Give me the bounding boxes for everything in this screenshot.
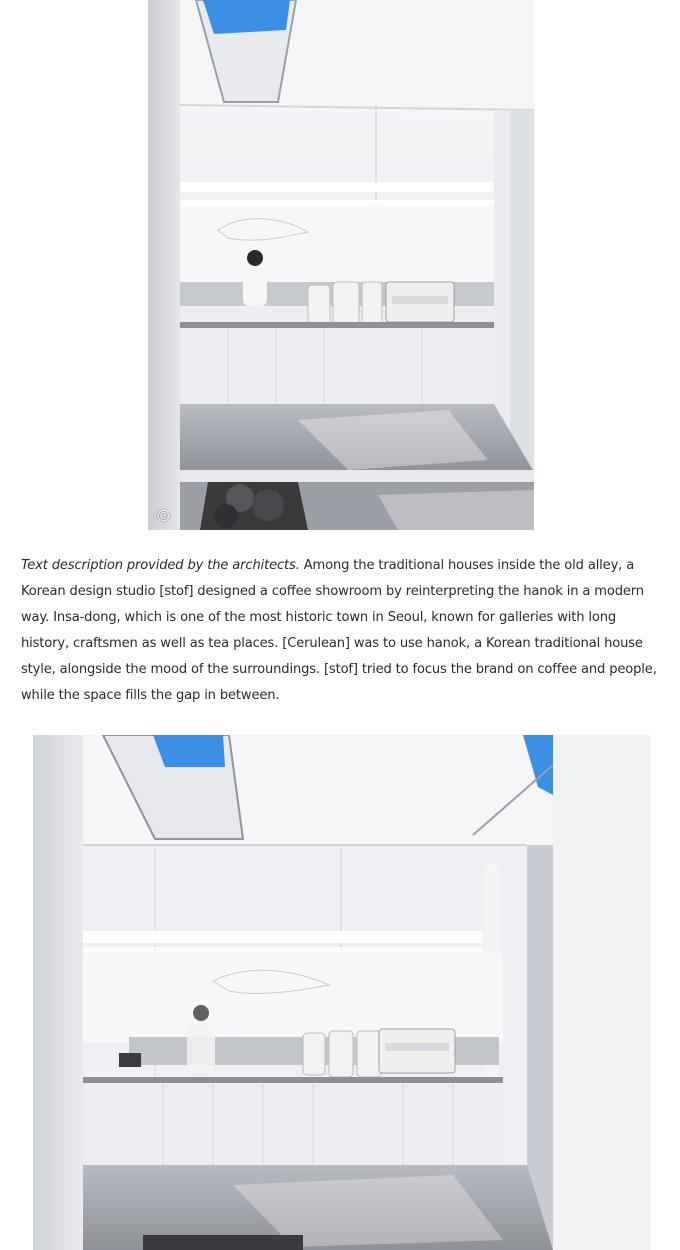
article-photo-2[interactable]	[33, 735, 650, 1250]
article-photo-1[interactable]	[148, 0, 534, 530]
photo-2-image	[33, 735, 650, 1250]
sky-patch-left	[153, 735, 225, 767]
description-body: Among the traditional houses inside the old alley, a Korean design studio [stof] designed a coffee showroom by reinterpreting the hanok in a modern way. Insa-dong, which is one of the most historic town in Seoul, known for galleries with long history, craftsmen as well as tea places. [Cerulean] was to use hanok, a Korean traditional house style, alongside the mood of the surroundings. [stof] tried to focus the brand on coffee and people, while the space fills the gap in between.	[21, 558, 657, 703]
description-lead: Text description provided by the architects.	[21, 558, 300, 573]
sky-patch	[203, 0, 290, 34]
photo-1-image	[148, 0, 534, 530]
article-description	[21, 553, 666, 709]
copyright-symbol: ©	[156, 507, 171, 525]
